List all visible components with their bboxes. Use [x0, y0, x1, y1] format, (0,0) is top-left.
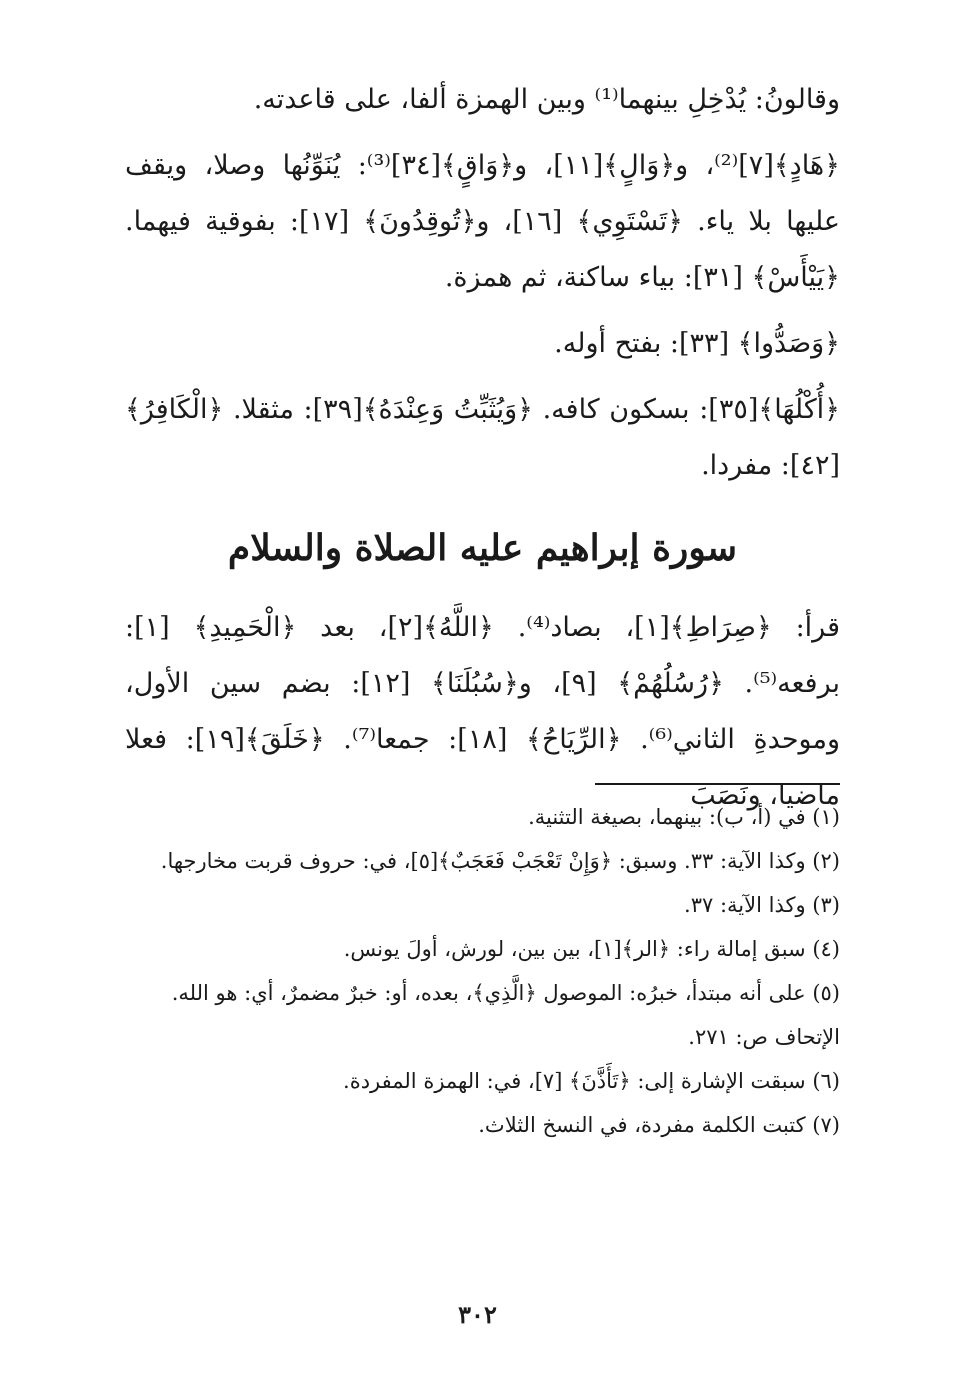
main-text-bottom — [125, 600, 840, 824]
main-text-top — [125, 72, 840, 494]
footnote-2: (٢) وكذا الآية: ٣٣. وسبق: ﴿وَإِنْ تَعْجَبْ فَعَجَبٌ﴾[٥]، في: حروف قربت مخارجها. — [160, 849, 840, 873]
paragraph-qalun: وقالونُ: يُدْخِلِ بينهما⁽¹⁾ وبين الهمزة ألفا، على قاعدته. — [253, 84, 840, 115]
page-number: ٣٠٢ — [458, 1300, 497, 1329]
footnote-5: (٥) على أنه مبتدأ، خبرُه: الموصول ﴿الَّذِي﴾، بعده، أو: خبرٌ مضمرٌ، أي: هو الله. — [171, 981, 840, 1005]
footnote-7: (٧) كتبت الكلمة مفردة، في النسخ الثلاث. — [478, 1113, 840, 1137]
footnotes — [125, 800, 840, 1152]
paragraph-qara-sirat: قرأ: ﴿صِرَاطِ﴾[١]، بصاد⁽⁴⁾. ﴿اللَّهُ﴾[٢]، بعد ﴿الْحَمِيدِ﴾ [١]: برفعه⁽⁵⁾. ﴿رُسُلُهُمْ﴾ [٩]، و﴿سُبُلَنَا﴾ [١٢]: بضم سين الأول، وموحدةِ الثاني⁽⁶⁾. ﴿الرِّيَاحُ﴾ [١٨]: جمعا⁽⁷⁾. ﴿خَلَقَ﴾[١٩]: فعلا ماضيا، ونَصَبَ — [125, 612, 840, 811]
paragraph-ukuluha: ﴿أُكْلُهَا﴾[٣٥]: بسكون كافه. ﴿وَيُثَبِّتُ وَعِنْدَهُ﴾[٣٩]: مثقلا. ﴿الْكَافِرُ﴾ [٤٢]: مفردا. — [125, 394, 840, 481]
paragraph-had-wal-waq: ﴿هَادٍ﴾[٧]⁽²⁾، و﴿وَالٍ﴾[١١]، و﴿وَاقٍ﴾[٣٤]⁽³⁾: يُنَوِّنُها وصلا، ويقف عليها بلا ياء. ﴿تَسْتَوِي﴾ [١٦]، و﴿تُوقِدُونَ﴾ [١٧]: بفوقية فيهما. ﴿يَيْأَسْ﴾ [٣١]: بياء ساكنة، ثم همزة. — [125, 150, 840, 293]
footnote-divider — [595, 783, 840, 785]
footnote-4: (٤) سبق إمالة راء: ﴿الر﴾[١]، بين بين، لورش، أولَ يونس. — [343, 937, 840, 961]
footnote-5-reference: الإتحاف ص: ٢٧١. — [688, 1025, 840, 1049]
footnote-3: (٣) وكذا الآية: ٣٧. — [684, 893, 840, 917]
paragraph-wasaddu: ﴿وَصَدُّوا﴾ [٣٣]: بفتح أوله. — [554, 328, 840, 359]
surah-heading: سورة إبراهيم عليه الصلاة والسلام — [227, 527, 738, 569]
footnote-1: (١) في (أ، ب): بينهما، بصيغة التثنية. — [528, 805, 840, 829]
footnote-6: (٦) سبقت الإشارة إلى: ﴿تَأَذَّنَ﴾ [٧]، في: الهمزة المفردة. — [343, 1069, 840, 1093]
